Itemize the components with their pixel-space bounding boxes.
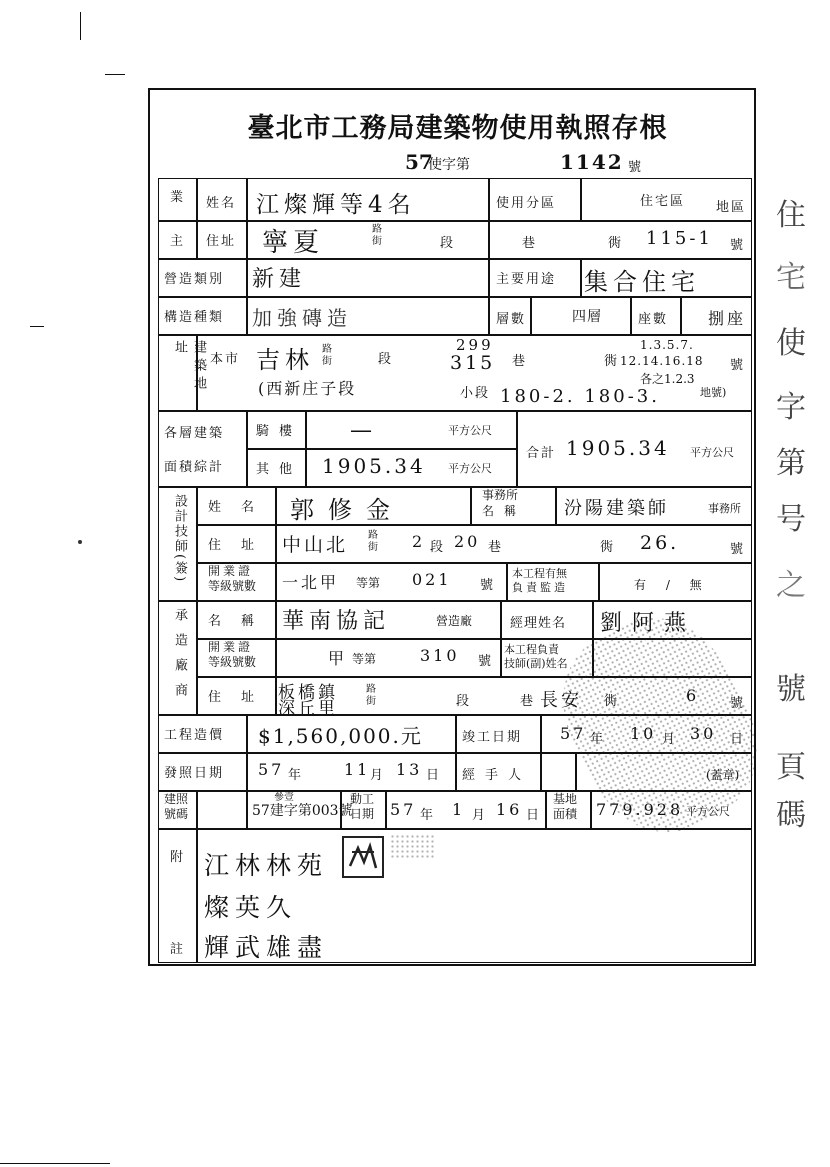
supervision-label-bottom: 負責監造 — [512, 581, 568, 594]
area-label-line-1: 各層建築 — [164, 426, 225, 441]
main-use-value: 集合住宅 — [584, 268, 700, 296]
start-year-word: 年 — [420, 808, 436, 823]
margin-mark — [105, 74, 125, 75]
owner-address-label: 住址 — [206, 234, 237, 249]
area-label-line-2: 面積綜計 — [164, 460, 225, 475]
margin-char: 住 — [776, 198, 806, 233]
floors-value: 四層 — [572, 309, 602, 325]
designer-name-label: 姓名 — [208, 500, 275, 515]
margin-mark — [80, 12, 81, 40]
issue-day: 13 — [396, 760, 423, 779]
notes-line-2: 燦英久 — [204, 893, 298, 922]
cost-value: $1,560,000.元 — [258, 724, 423, 748]
designer-section-word: 段 — [430, 540, 446, 555]
designer-alley-word: 衖 — [600, 540, 616, 555]
bottom-margin-mark — [0, 1163, 110, 1164]
building-permit-label-bottom: 號碼 — [164, 807, 189, 821]
contractor-license-value: 甲 — [328, 649, 348, 668]
issue-year: 57 — [258, 760, 285, 779]
contractor-address-value-1: 板橋鎮 — [278, 683, 338, 703]
designer-address-road: 中山北 — [282, 534, 349, 556]
issue-day-word: 日 — [426, 768, 442, 783]
contractor-license-grade-word: 等第 — [352, 652, 377, 666]
building-permit-value: 57建字第003號 — [252, 803, 353, 819]
contractor-license-label-top: 開業證 — [208, 640, 254, 654]
designer-lane-value: 20 — [454, 532, 481, 551]
notes-line-3: 輝武雄盡 — [204, 933, 329, 962]
contractor-number-word: 號 — [730, 696, 746, 711]
notes-label-top: 附 — [170, 850, 186, 865]
margin-char: 使 — [776, 326, 806, 361]
designer-street-label: 街 — [368, 542, 378, 553]
designer-lane-word: 巷 — [488, 540, 504, 555]
site-lot-word: 地號) — [700, 386, 727, 399]
supervision-label-top: 本工程有無 — [512, 567, 567, 580]
manager-value: 劉阿燕 — [600, 611, 697, 636]
site-lane-value-1: 299 — [456, 336, 494, 354]
cost-label: 工程造價 — [164, 728, 225, 743]
other-area-value: 1905.34 — [322, 454, 426, 478]
site-lane-value-2: 315 — [450, 352, 496, 374]
handler-label: 經手人 — [462, 768, 532, 783]
construction-type-label: 營造類別 — [164, 272, 225, 287]
completion-label: 竣工日期 — [462, 730, 523, 745]
office-label-top: 事務所 — [482, 488, 519, 502]
designer-number-word: 號 — [730, 542, 746, 557]
issue-month-word: 月 — [370, 768, 386, 783]
start-label-top: 動工 — [350, 792, 375, 806]
margin-char: 第 — [776, 446, 806, 481]
site-city: 本市 — [210, 352, 241, 367]
completion-month: 10 — [630, 724, 657, 743]
start-month: 1 — [452, 800, 466, 819]
seal-label: (蓋章) — [706, 768, 740, 782]
site-number-line-2: 12.14.16.18 — [620, 354, 704, 368]
contractor-name-label: 名稱 — [208, 614, 275, 629]
office-label-bottom: 名稱 — [482, 504, 527, 518]
site-number-word: 號 — [730, 358, 746, 373]
contractor-address-value-2: 深丘里 — [278, 699, 338, 719]
building-permit-label-top: 建照 — [164, 792, 189, 806]
structure-value: 加強磚造 — [252, 306, 352, 330]
completion-month-word: 月 — [662, 732, 678, 747]
margin-speck — [78, 540, 82, 544]
owner-name-label: 姓名 — [206, 196, 237, 211]
contractor-address-label: 住址 — [208, 690, 275, 705]
completion-day-word: 日 — [730, 732, 746, 747]
zone-value: 住宅區 — [640, 194, 686, 209]
permit-year: 57 — [405, 150, 433, 174]
total-area-unit: 平方公尺 — [690, 446, 734, 459]
designer-road-label: 路 — [368, 530, 378, 541]
site-number-line-1: 1.3.5.7. — [640, 338, 694, 352]
start-day: 16 — [496, 800, 523, 819]
permit-number-line — [160, 148, 755, 178]
floors-label: 層數 — [496, 312, 527, 327]
site-number-line-3: 各之1.2.3 — [640, 372, 695, 386]
arcade-unit: 平方公尺 — [448, 424, 492, 437]
zone-suffix: 地區 — [716, 200, 747, 215]
site-subsection-word: 小段 — [460, 386, 491, 401]
designer-license-grade-word: 等第 — [356, 576, 381, 590]
completion-year: 57 — [560, 724, 587, 743]
margin-char: 號 — [776, 672, 806, 707]
site-area-value: 779.928 — [596, 800, 684, 819]
designer-license-label-top: 開業證 — [208, 564, 254, 578]
other-area-label: 其他 — [256, 462, 303, 477]
site-area-label-bottom: 面積 — [553, 807, 578, 821]
designer-license-number: 021 — [412, 570, 452, 589]
site-section-word: 段 — [378, 352, 394, 367]
site-road-value: 吉林 — [256, 346, 314, 374]
contractor-number-value: 6 — [686, 686, 700, 705]
owner-street-label: 街 — [372, 236, 382, 247]
contractor-license-number-word: 號 — [478, 654, 494, 669]
site-area-unit: 平方公尺 — [686, 805, 730, 818]
manager-label: 經理姓名 — [510, 616, 567, 631]
contractor-road-label: 路 — [366, 684, 376, 695]
contractor-license-label-bottom: 等級號數 — [208, 655, 257, 669]
site-label: 建築地址 — [172, 340, 206, 394]
site-lot-value: 180-2. 180-3. — [500, 386, 660, 407]
site-lane-word: 巷 — [512, 354, 528, 369]
completion-year-word: 年 — [590, 732, 606, 747]
total-area-label: 合計 — [526, 446, 557, 461]
owner-alley-word: 衖 — [608, 236, 624, 251]
office-suffix: 事務所 — [708, 502, 741, 515]
owner-name-value: 江燦輝等4名 — [256, 192, 416, 218]
issue-label: 發照日期 — [164, 766, 225, 781]
buildings-label: 座數 — [638, 312, 669, 327]
notes-label-bottom: 註 — [170, 942, 186, 957]
start-label-bottom: 日期 — [350, 807, 375, 821]
contractor-name-value: 華南協記 — [282, 609, 391, 634]
margin-char: 之 — [776, 568, 806, 603]
contractor-license-number: 310 — [420, 646, 460, 665]
site-area-label-top: 基地 — [553, 792, 578, 806]
other-area-unit: 平方公尺 — [448, 462, 492, 475]
office-value: 汾陽建築師 — [564, 498, 669, 519]
designer-name-value: 郭修金 — [290, 496, 404, 524]
margin-char: 号 — [776, 502, 806, 537]
owner-label-top: 業 — [170, 190, 186, 205]
permit-number: 1142 — [560, 150, 624, 174]
owner-address-value: 寧夏 — [262, 228, 325, 258]
owner-lane-word: 巷 — [522, 236, 538, 251]
owner-number-value: 115-1 — [646, 228, 713, 249]
owner-road-label: 路 — [372, 224, 382, 235]
owner-section-word: 段 — [440, 236, 456, 251]
issue-year-word: 年 — [288, 768, 304, 783]
site-alley-word: 衖 — [604, 354, 620, 369]
contractor-section-word: 段 — [456, 694, 472, 709]
note-seal-stamp — [342, 836, 384, 878]
margin-mark — [30, 326, 44, 327]
buildings-value: 捌座 — [708, 309, 747, 328]
permit-suffix: 號 — [628, 160, 642, 175]
total-area-value: 1905.34 — [566, 436, 670, 460]
contractor-section-label: 承造廠商 — [172, 608, 187, 708]
site-road-label: 路 — [322, 344, 332, 355]
construction-type-value: 新建 — [252, 267, 307, 292]
seal-mark-icon — [344, 838, 382, 876]
designer-license-value: 一北甲 — [282, 573, 340, 592]
designer-number-value: 26. — [640, 532, 680, 554]
zone-label: 使用分區 — [496, 196, 557, 211]
contractor-lane-value: 長安 — [540, 690, 582, 711]
contractor-street-label: 街 — [366, 696, 376, 707]
contractor-lane-word: 巷 — [520, 694, 536, 709]
tech-label-bottom: 技師(副)姓名 — [504, 657, 568, 670]
page-title: 臺北市工務局建築物使用執照存根 — [247, 113, 668, 144]
designer-address-label: 住址 — [208, 538, 275, 553]
notes-line-1: 江林林苑 — [204, 851, 329, 880]
margin-char: 宅 — [776, 260, 806, 295]
supervision-value: 有 / 無 — [634, 578, 710, 592]
start-month-word: 月 — [472, 808, 488, 823]
designer-section-label: 設計技師(簽) — [172, 494, 187, 584]
contractor-name-suffix: 營造廠 — [436, 614, 473, 628]
margin-char: 碼 — [776, 798, 806, 833]
owner-label-bottom: 主 — [170, 234, 186, 249]
designer-section-value: 2 — [412, 532, 426, 551]
start-year: 57 — [390, 800, 417, 819]
contractor-alley-word: 衖 — [604, 694, 620, 709]
main-use-label: 主要用途 — [496, 272, 557, 287]
start-day-word: 日 — [526, 808, 542, 823]
issue-month: 11 — [344, 760, 371, 779]
arcade-label: 騎樓 — [256, 424, 303, 439]
permit-prefix: 使字第 — [428, 157, 470, 173]
scan-stain-small — [390, 834, 434, 860]
building-permit-note: 參壹 — [274, 792, 294, 803]
margin-char: 頁 — [776, 750, 806, 785]
designer-license-number-word: 號 — [480, 578, 496, 593]
site-street-label: 街 — [322, 356, 332, 367]
completion-day: 30 — [690, 724, 717, 743]
margin-char: 字 — [776, 390, 806, 425]
designer-license-label-bottom: 等級號數 — [208, 579, 257, 593]
tech-label-top: 本工程負責 — [504, 643, 559, 656]
structure-label: 構造種類 — [164, 310, 225, 325]
arcade-value: — — [350, 418, 372, 443]
owner-number-word: 號 — [730, 238, 746, 253]
site-district-value: (西新庄子段 — [258, 379, 357, 398]
